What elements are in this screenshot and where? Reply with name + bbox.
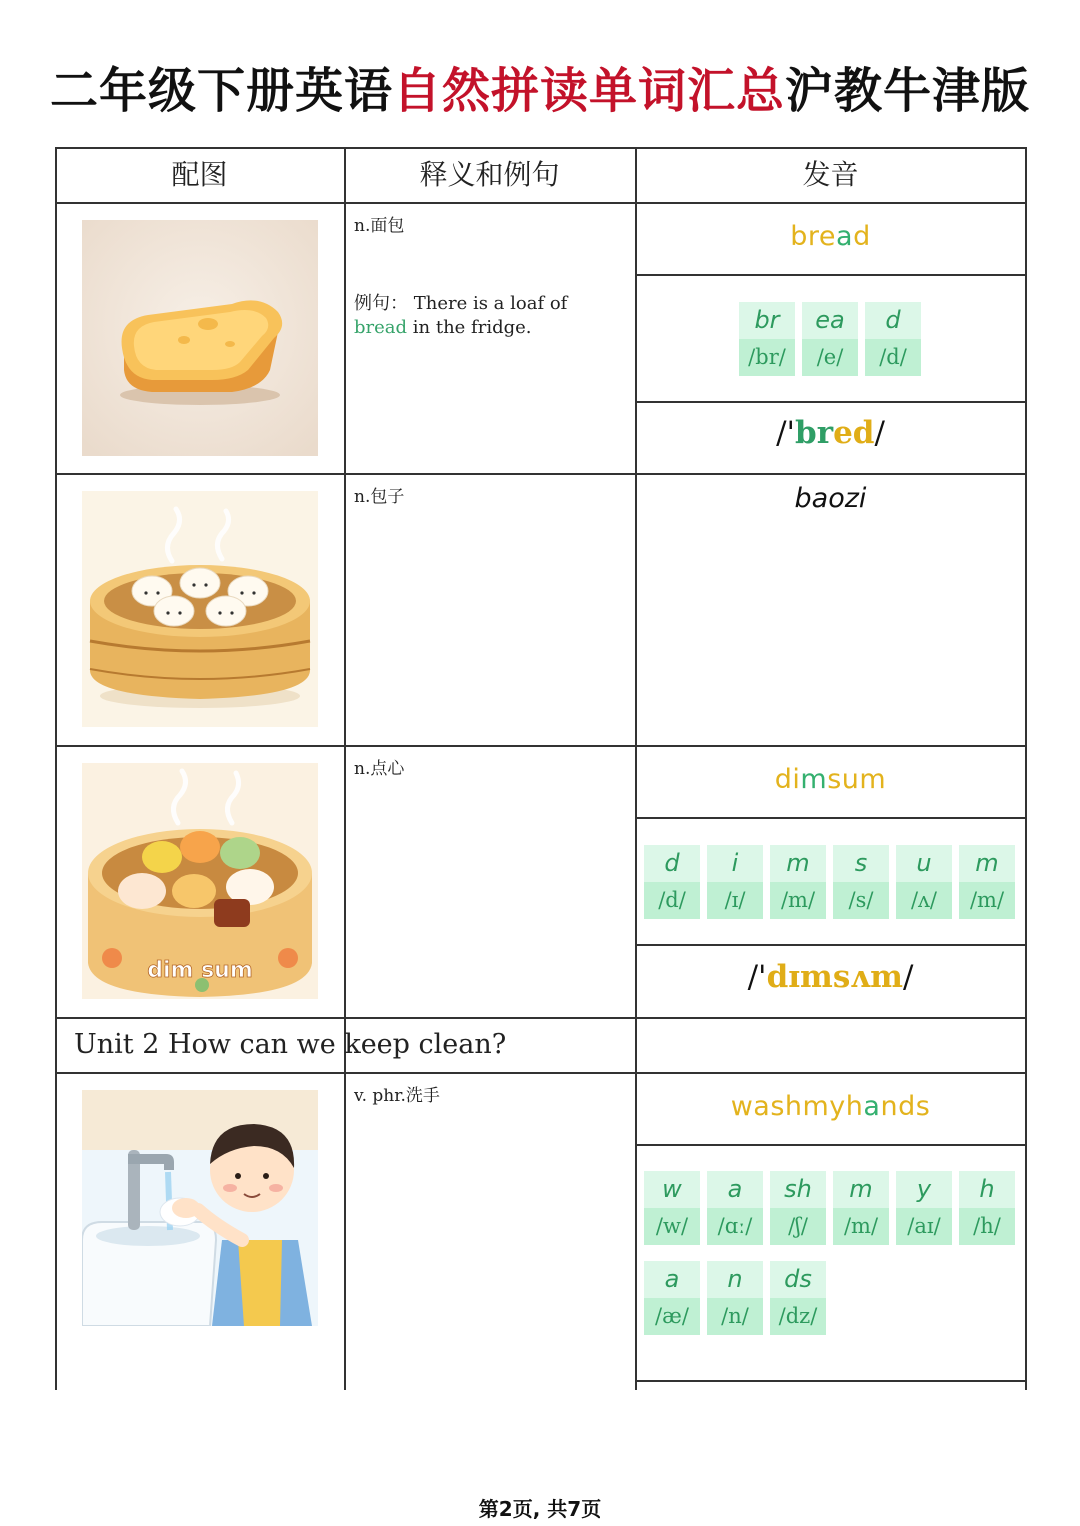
word-dimsum <box>635 764 1026 795</box>
tile-letters: y <box>896 1171 952 1208</box>
phonics-tile <box>644 1261 700 1335</box>
phonics-tile <box>770 1171 826 1245</box>
tile-letters: u <box>896 845 952 882</box>
example-label: 例句： <box>354 293 408 314</box>
tile-letters: h <box>959 1171 1015 1208</box>
tile-sound: /s/ <box>848 888 874 912</box>
tile-sound: /w/ <box>655 1214 689 1238</box>
example-keyword: bread <box>354 317 408 338</box>
tile-letters: i <box>707 845 763 882</box>
tile-letters: d <box>865 302 921 339</box>
table-border-left <box>55 147 57 1390</box>
wash-hands-image <box>82 1090 318 1326</box>
ipa-stress: br <box>795 415 834 451</box>
word-baozi: baozi <box>794 483 867 514</box>
pron-divider <box>635 817 1026 819</box>
phonics-tile <box>644 845 700 919</box>
pron-divider <box>635 1144 1026 1146</box>
meaning-wash-hands: v. phr.洗手 <box>354 1086 440 1106</box>
tile-sound: /dz/ <box>778 1304 818 1328</box>
word-part: bre <box>790 221 837 252</box>
phonics-tile <box>833 1171 889 1245</box>
ipa-bread <box>635 415 1026 451</box>
pron-divider <box>635 944 1026 946</box>
tile-letters: ea <box>802 302 858 339</box>
word-part: washmyh <box>730 1091 864 1122</box>
tile-letters: m <box>833 1171 889 1208</box>
tile-sound: /h/ <box>973 1214 1001 1238</box>
word-part: d <box>853 221 871 252</box>
word-bread <box>635 221 1026 252</box>
column-divider-1 <box>344 147 346 1390</box>
row-divider <box>55 473 1026 475</box>
ipa-stress: dɪmsʌm <box>766 959 903 995</box>
meaning-baozi: n.包子 <box>354 487 405 507</box>
tile-sound: /m/ <box>969 888 1005 912</box>
page-title <box>0 52 1080 121</box>
tile-sound: /m/ <box>843 1214 879 1238</box>
word-part: di <box>774 764 801 795</box>
title-part-1: 二年级下册英语 <box>49 63 393 119</box>
phonics-tile <box>739 302 795 376</box>
tile-sound: /d/ <box>658 888 686 912</box>
ipa-lead: /' <box>776 415 796 451</box>
pron-divider <box>635 274 1026 276</box>
tile-letters: ds <box>770 1261 826 1298</box>
phonics-tile <box>707 845 763 919</box>
tile-sound: /m/ <box>780 888 816 912</box>
header-pronunciation: 发音 <box>802 158 859 191</box>
phonics-tile <box>644 1171 700 1245</box>
ipa-trail: / <box>874 415 885 451</box>
meaning-dimsum: n.点心 <box>354 759 405 779</box>
header-meaning: 释义和例句 <box>419 158 560 191</box>
tile-sound: /n/ <box>721 1304 749 1328</box>
tile-sound: /ɑː/ <box>717 1214 753 1238</box>
title-part-2: 沪教牛津版 <box>785 63 1031 119</box>
tile-letters: sh <box>770 1171 826 1208</box>
word-wash-my-hands <box>635 1091 1026 1122</box>
word-part: nds <box>880 1091 931 1122</box>
example-text: There is a loaf of <box>413 293 568 314</box>
word-part: m <box>800 764 828 795</box>
page-number: 第2页, 共7页 <box>478 1497 602 1521</box>
phonics-tile <box>959 845 1015 919</box>
meaning-bread: n.面包 <box>354 216 405 236</box>
tile-sound: /æ/ <box>655 1304 689 1328</box>
ipa-trail: / <box>902 959 914 995</box>
tile-letters: a <box>707 1171 763 1208</box>
pron-divider <box>635 1380 1026 1382</box>
word-part: a <box>863 1091 881 1122</box>
ipa-dimsum <box>635 959 1026 995</box>
tile-letters: m <box>959 845 1015 882</box>
tile-letters: w <box>644 1171 700 1208</box>
pron-divider <box>635 401 1026 403</box>
phonics-tile <box>833 845 889 919</box>
word-part: sum <box>827 764 887 795</box>
phonics-tile <box>770 845 826 919</box>
phonics-tile <box>707 1171 763 1245</box>
tile-sound: /ʌ/ <box>910 888 937 912</box>
header-divider <box>55 202 1026 204</box>
phonics-tile <box>959 1171 1015 1245</box>
phonics-tile <box>770 1261 826 1335</box>
example-sentence <box>354 292 624 340</box>
phonics-tile <box>865 302 921 376</box>
word-table <box>55 147 1026 1390</box>
unit-heading: Unit 2 How can we keep clean? <box>74 1029 507 1060</box>
tile-letters: m <box>770 845 826 882</box>
phonics-tile <box>707 1261 763 1335</box>
tile-sound: /ʃ/ <box>788 1214 808 1238</box>
row-divider <box>55 1072 1026 1074</box>
tile-sound: /aɪ/ <box>907 1214 941 1238</box>
dimsum-image-label: dim sum <box>147 958 253 983</box>
tile-letters: n <box>707 1261 763 1298</box>
tile-sound: /ɪ/ <box>724 888 746 912</box>
ipa-stress: ed <box>833 415 875 451</box>
phonics-tile <box>896 845 952 919</box>
word-part: a <box>836 221 854 252</box>
tile-letters: s <box>833 845 889 882</box>
tile-letters: br <box>739 302 795 339</box>
phonics-tile <box>802 302 858 376</box>
row-divider <box>55 745 1026 747</box>
dimsum-image <box>82 763 318 999</box>
tile-letters: a <box>644 1261 700 1298</box>
tile-sound: /br/ <box>748 345 786 369</box>
title-highlight: 自然拼读单词汇总 <box>392 63 785 119</box>
phonics-tile <box>896 1171 952 1245</box>
header-picture: 配图 <box>171 158 228 191</box>
bread-image <box>82 220 318 456</box>
tile-letters: d <box>644 845 700 882</box>
tile-sound: /d/ <box>879 345 907 369</box>
baozi-image <box>82 491 318 727</box>
ipa-lead: /' <box>747 959 767 995</box>
tile-sound: /e/ <box>816 345 844 369</box>
example-text-end: in the fridge. <box>412 317 532 338</box>
